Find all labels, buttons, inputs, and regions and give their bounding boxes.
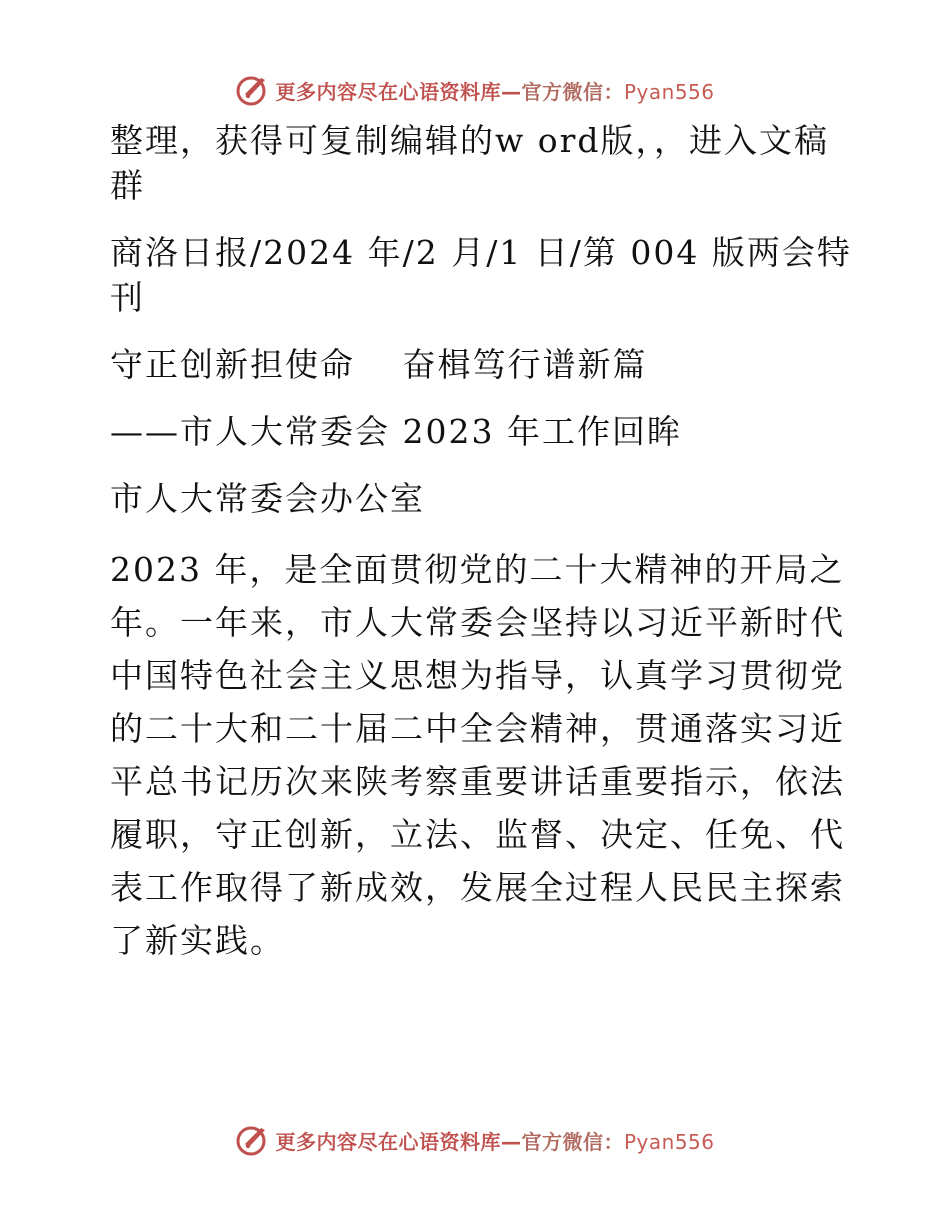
watermark-wechat-label: 官方微信： bbox=[521, 1129, 624, 1154]
watermark-separator: — bbox=[500, 1129, 522, 1154]
watermark-wechat-id: Pyan556 bbox=[623, 1129, 715, 1154]
header-watermark bbox=[0, 70, 950, 110]
article-title: 守正创新担使命 奋楫笃行谱新篇 bbox=[110, 345, 648, 384]
document-body bbox=[98, 118, 858, 989]
watermark-brand: 更多内容尽在心语资料库 bbox=[275, 79, 501, 104]
paragraph-body: 2023 年，是全面贯彻党的二十大精神的开局之年。一年来，市人大常委会坚持以习近平新时代中国特色社会主义思想为指导，认真学习贯彻党的二十大和二十届二中全会精神，贯通落实习近平总书记历次来陕考察重要讲话重要指示，依法履职，守正创新，立法、监督、决定、任免、代表工作取得了新成效，发展全过程人民民主探索了新实践。 bbox=[110, 550, 845, 960]
paragraph-intro: 整理，获得可复制编辑的w ord版，，进入文稿群 bbox=[110, 121, 830, 205]
brush-logo-icon bbox=[235, 1122, 271, 1158]
watermark-wechat-id: Pyan556 bbox=[623, 79, 715, 104]
watermark-text bbox=[275, 1126, 714, 1155]
watermark-wechat-label: 官方微信： bbox=[521, 79, 624, 104]
brush-logo-icon bbox=[235, 72, 271, 108]
article-author: 市人大常委会办公室 bbox=[110, 479, 425, 518]
footer-watermark bbox=[0, 1120, 950, 1160]
watermark-text bbox=[275, 76, 714, 105]
paragraph-source: 商洛日报/2024 年/2 月/1 日/第 004 版两会特刊 bbox=[110, 233, 852, 317]
watermark-separator: — bbox=[500, 79, 522, 104]
article-subtitle: ——市人大常委会 2023 年工作回眸 bbox=[110, 412, 682, 451]
watermark-brand: 更多内容尽在心语资料库 bbox=[275, 1129, 501, 1154]
